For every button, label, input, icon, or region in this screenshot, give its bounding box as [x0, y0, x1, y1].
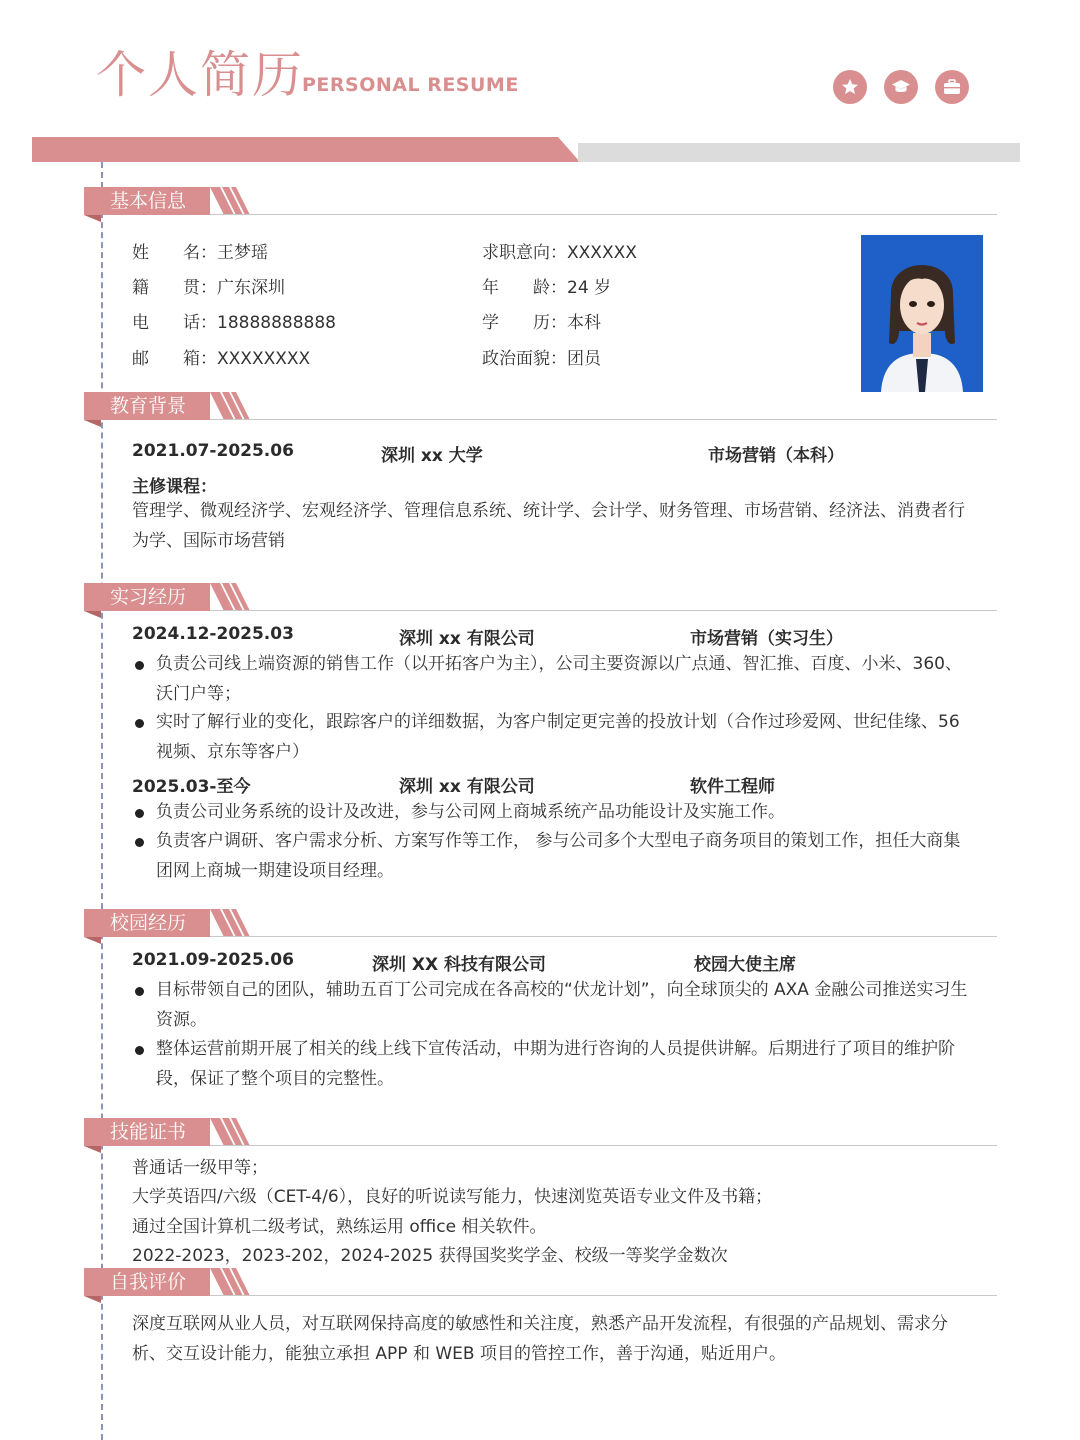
job-bullet: 负责公司线上端资源的销售工作（以开拓客户为主），公司主要资源以广点通、智汇推、百度、小米、360、沃门户等；	[132, 650, 972, 709]
section-header-basic	[84, 187, 997, 221]
job-role: 软件工程师	[690, 777, 775, 797]
skill-line: 普通话一级甲等；	[132, 1158, 268, 1178]
section-header-education	[84, 392, 997, 426]
section-header-campus	[84, 909, 997, 943]
skill-line: 大学英语四/六级（CET-4/6），良好的听说读写能力，快速浏览英语专业文件及书籍；	[132, 1187, 773, 1207]
section-title: 自我评价	[110, 1271, 187, 1293]
name-row: 姓 名：王梦瑶	[132, 243, 268, 263]
header-band-gray	[578, 143, 1020, 162]
politics-row: 政治面貌：团员	[482, 349, 601, 369]
intent-row: 求职意向：XXXXXX	[482, 243, 637, 263]
courses-text: 管理学、微观经济学、宏观经济学、管理信息系统、统计学、会计学、财务管理、市场营销、经济法、消费者行为学、国际市场营销	[132, 501, 965, 551]
timeline-line	[101, 162, 103, 1440]
origin-value: 广东深圳	[217, 278, 285, 298]
resume-subtitle: PERSONAL RESUME	[302, 74, 519, 96]
origin-row: 籍 贯：广东深圳	[132, 278, 285, 298]
campus-bullet: 整体运营前期开展了相关的线上线下宣传活动，中期为进行咨询的人员提供讲解。后期进行了项目的维护阶段，保证了整个项目的完整性。	[132, 1035, 972, 1094]
courses-label: 主修课程：	[132, 477, 217, 497]
education-school: 深圳 xx 大学	[381, 446, 483, 466]
campus-role: 校园大使主席	[694, 955, 796, 975]
job-period: 2025.03-至今	[132, 777, 251, 797]
email-row: 邮 箱：XXXXXXXX	[132, 349, 311, 369]
bullet-dot	[135, 838, 144, 847]
job-company: 深圳 xx 有限公司	[399, 777, 535, 797]
job-bullet: 实时了解行业的变化，跟踪客户的详细数据，为客户制定更完善的投放计划（合作过珍爱网、世纪佳缘、56 视频、京东等客户）	[132, 708, 972, 767]
briefcase-icon	[935, 70, 969, 104]
education-major: 市场营销（本科）	[708, 446, 844, 466]
age-value: 24 岁	[567, 278, 612, 298]
campus-bullet: 目标带领自己的团队，辅助五百丁公司完成在各高校的“伏龙计划”，向全球顶尖的 AXA 金融公司推送实习生资源。	[132, 976, 972, 1035]
job-bullet: 负责公司业务系统的设计及改进，参与公司网上商城系统产品功能设计及实施工作。	[132, 798, 972, 828]
age-row: 年 龄：24 岁	[482, 278, 612, 298]
star-icon	[833, 70, 867, 104]
education-level-row: 学 历：本科	[482, 313, 601, 333]
intent-value: XXXXXX	[567, 243, 637, 263]
section-title: 校园经历	[110, 912, 187, 934]
education-period: 2021.07-2025.06	[132, 441, 294, 461]
campus-org: 深圳 XX 科技有限公司	[372, 955, 547, 975]
bullet-dot	[135, 1046, 144, 1055]
section-title: 实习经历	[110, 586, 187, 608]
header-band-accent	[32, 137, 580, 162]
job-company: 深圳 xx 有限公司	[399, 629, 535, 649]
bullet-dot	[135, 987, 144, 996]
self-evaluation-text: 深度互联网从业人员，对互联网保持高度的敏感性和关注度，熟悉产品开发流程，有很强的产品规划、需求分析、交互设计能力，能独立承担 APP 和 WEB 项目的管控工作，善于沟通，贴近用户。	[132, 1314, 948, 1364]
skill-line: 通过全国计算机二级考试，熟练运用 office 相关软件。	[132, 1217, 547, 1237]
resume-title: 个人简历	[96, 46, 304, 104]
politics-value: 团员	[567, 349, 601, 369]
section-title: 教育背景	[110, 395, 187, 417]
job-role: 市场营销（实习生）	[690, 629, 843, 649]
section-header-internship	[84, 583, 997, 617]
phone-row: 电 话：18888888888	[132, 313, 336, 333]
graduation-cap-icon	[884, 70, 918, 104]
campus-period: 2021.09-2025.06	[132, 950, 294, 970]
job-period: 2024.12-2025.03	[132, 624, 294, 644]
email-value: XXXXXXXX	[217, 349, 311, 369]
section-header-self-eval	[84, 1268, 997, 1302]
skill-line: 2022-2023，2023-202，2024-2025 获得国奖奖学金、校级一等奖学金数次	[132, 1246, 728, 1266]
bullet-dot	[135, 809, 144, 818]
section-title: 技能证书	[110, 1121, 187, 1143]
section-title: 基本信息	[110, 190, 187, 212]
profile-photo	[861, 235, 983, 392]
bullet-dot	[135, 719, 144, 728]
name-value: 王梦瑶	[217, 243, 268, 263]
education-level-value: 本科	[567, 313, 601, 333]
job-bullet: 负责客户调研、客户需求分析、方案写作等工作， 参与公司多个大型电子商务项目的策划工作，担任大商集团网上商城一期建设项目经理。	[132, 827, 972, 886]
bullet-dot	[135, 661, 144, 670]
section-header-skills	[84, 1118, 997, 1152]
phone-value: 18888888888	[217, 313, 336, 333]
